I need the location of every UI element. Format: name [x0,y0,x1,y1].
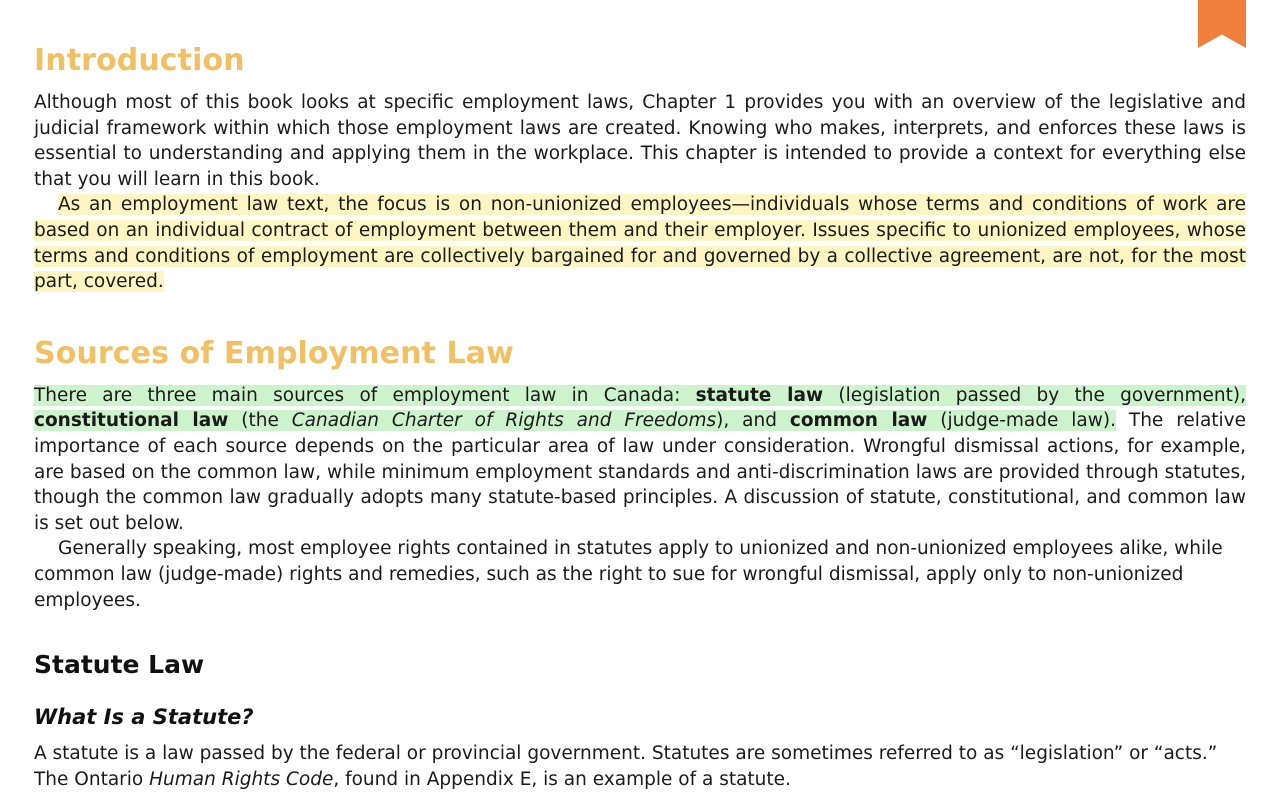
intro-paragraph-1: Although most of this book looks at specific employment laws, Chapter 1 provides you with an overview of the legislative and judicial framework within which those employment laws are created. Knowing who makes, interprets, and enforces these laws is essential to understanding and applying them in the workplace. This chapter is intended to provide a context for everything else that you will learn in this book. [34,92,1246,190]
page-title-sources: Sources of Employment Law [34,335,514,371]
statute-paragraph-1 [34,729,1246,792]
title-charter: Canadian Charter of Rights and Freedoms [291,410,717,432]
sources-p1-part2: (legislation passed by the government), [823,384,1246,406]
intro-paragraph-2 [34,192,1246,294]
page-title-introduction: Introduction [34,43,245,78]
sources-p1-rest: The relative importance of each source depends on the particular area of law under consideration. Wrongful dismissal actions, for example, are based on the common law, while minimum employment standards and anti-discrimination laws are provided through statutes, though the common law gradually adopts many statute-based principles. A discussion of statute, constitutional, and common law is set out below. [34,410,1247,534]
sources-p1-part4: ), and [716,410,790,432]
term-common-law: common law [789,410,928,432]
sources-p1-part3: (the [228,410,292,432]
sources-p1-part5: (judge-made law). [927,410,1116,432]
sub-heading-what-is-a-statute: What Is a Statute? [34,705,254,730]
highlighted-text-green [34,385,1246,432]
statute-p1-part1: A statute is a law passed by the federal or provincial government. Statutes are sometimes referred to as “legislation” or “acts.” The Ontario [34,743,1218,790]
sources-paragraph-2: Generally speaking, most employee rights contained in statutes apply to unionized and non-unionized employees alike, while common law (judge-made) rights and remedies, such as the right to sue for wrongful dismissal, apply only to non-unionized employees. [34,538,1223,611]
sources-paragraph-1 [34,371,1246,537]
title-human-rights-code: Human Rights Code [149,768,334,790]
section-heading-statute-law: Statute Law [34,650,205,680]
statute-p1-part2: , found in Appendix E, is an example of a statute. [333,768,791,790]
sources-p1-part1: There are three main sources of employment law in Canada: [34,384,696,406]
term-constitutional-law: constitutional law [34,410,229,432]
term-statute-law: statute law [695,384,824,406]
highlighted-text-yellow: As an employment law text, the focus is on non-unionized employees—individuals whose terms and conditions of work are based on an individual contract of employment between them and their employer. Issues specific to unionized employees, whose terms and conditions of employment are collectively bargained for and governed by a collective agreement, are not, for the most part, covered. [34,194,1246,293]
